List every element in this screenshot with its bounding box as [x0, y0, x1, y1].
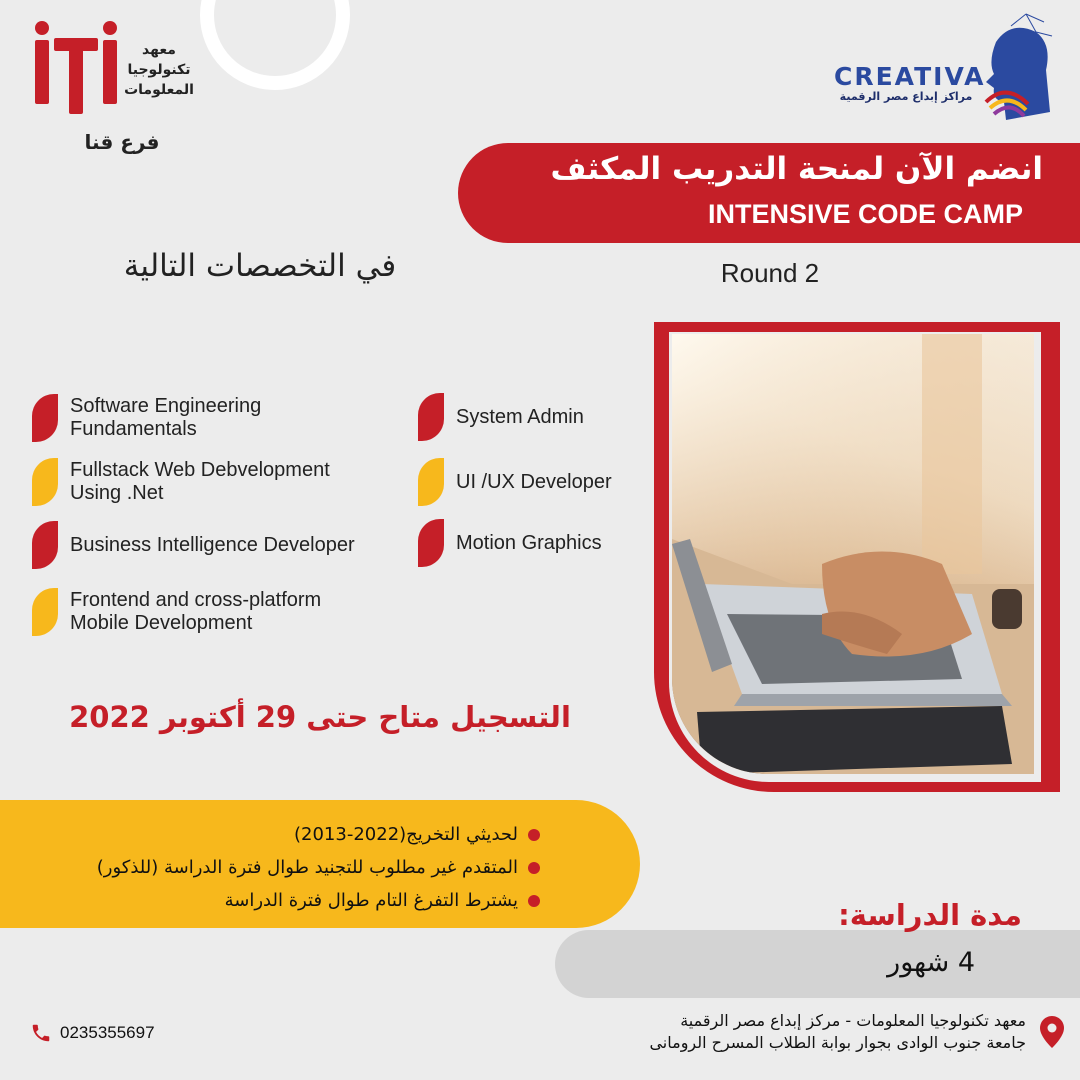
track-label: Software Engineering Fundamentals [70, 395, 262, 440]
track-item [418, 458, 612, 506]
headline-banner [458, 143, 1080, 243]
condition-item [97, 884, 540, 917]
headline-arabic: انضم الآن لمنحة التدريب المكثف [550, 151, 1043, 187]
conditions-list [97, 818, 540, 917]
track-marker [418, 519, 444, 567]
track-label: Motion Graphics [456, 531, 602, 554]
creativa-wordmark: CREATIVA [834, 62, 986, 91]
phone-contact[interactable] [30, 1022, 155, 1044]
phone-number: 0235355697 [60, 1023, 155, 1042]
track-marker [32, 458, 58, 506]
tracks-title: في التخصصات التالية [123, 248, 397, 284]
registration-deadline: التسجيل متاح حتى 29 أكتوبر 2022 [69, 700, 571, 734]
condition-text: المتقدم غير مطلوب للتجنيد طوال فترة الدراسة (للذكور) [96, 857, 518, 878]
track-item [32, 394, 261, 442]
duration-value: 4 شهور [887, 947, 975, 978]
bullet-icon [528, 862, 540, 874]
creativa-logo [828, 10, 1058, 130]
round-label: Round 2 [720, 258, 820, 288]
track-marker [32, 394, 58, 442]
address-line: معهد تكنولوجيا المعلومات - مركز إبداع مصر الرقمية [680, 1011, 1026, 1030]
track-label: UI /UX Developer [456, 470, 612, 493]
track-item [32, 588, 321, 636]
location-pin-icon [1040, 1016, 1064, 1048]
iti-branch: فرع قنا [84, 130, 160, 154]
decorative-ring [200, 0, 350, 90]
track-item [32, 458, 330, 506]
track-marker [32, 521, 58, 569]
condition-item [97, 818, 540, 851]
laptop-photo [672, 334, 1034, 774]
track-item [32, 521, 355, 569]
headline-english: INTENSIVE CODE CAMP [707, 199, 1023, 229]
track-marker [418, 393, 444, 441]
laptop-typing-illustration [672, 334, 1034, 774]
creativa-subtitle: مراكز إبداع مصر الرقمية [839, 90, 973, 103]
conditions-panel [0, 800, 640, 928]
track-marker [418, 458, 444, 506]
address [540, 1010, 1026, 1054]
bullet-icon [528, 895, 540, 907]
track-marker [32, 588, 58, 636]
iti-logo-mark [32, 18, 122, 118]
duration-label: مدة الدراسة: [838, 898, 1022, 932]
track-label: Fullstack Web Debvelopment Using .Net [70, 459, 330, 504]
pharaoh-head-icon [966, 12, 1056, 127]
track-label: System Admin [456, 405, 584, 428]
phone-icon [30, 1022, 52, 1044]
bullet-icon [528, 829, 540, 841]
condition-item [97, 851, 540, 884]
iti-logo [32, 18, 194, 154]
track-label: Business Intelligence Developer [70, 533, 355, 556]
track-item [418, 393, 584, 441]
track-label: Frontend and cross-platform Mobile Development [70, 589, 322, 634]
iti-name: معهد تكنولوجيا المعلومات [124, 42, 194, 98]
condition-text: لحديثي التخريج(2022-2013) [294, 824, 518, 845]
condition-text: يشترط التفرغ التام طوال فترة الدراسة [224, 890, 518, 911]
address-line: جامعة جنوب الوادى بجوار بوابة الطلاب المسرح الرومانى [649, 1033, 1026, 1052]
track-item [418, 519, 602, 567]
